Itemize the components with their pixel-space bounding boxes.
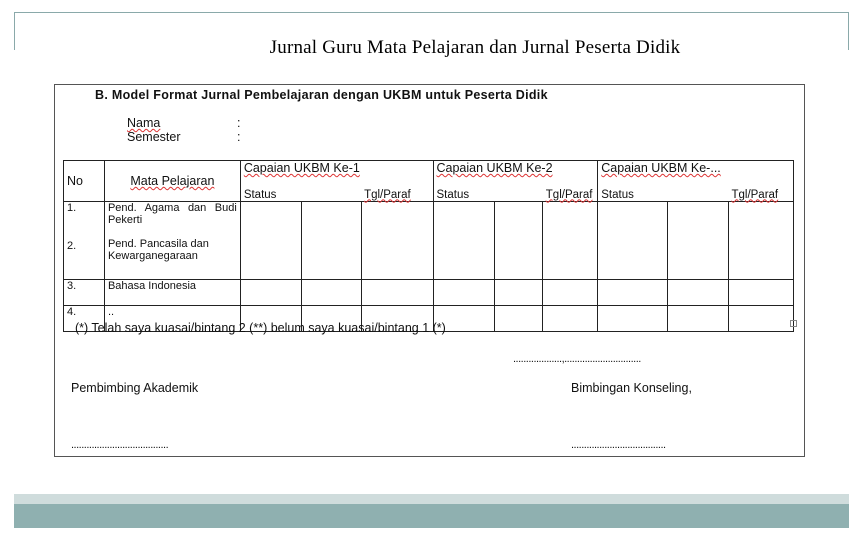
header-no: No [64,161,105,202]
signature-line-right: ..................................... [571,439,666,451]
signer-left: Pembimbing Akademik [71,381,199,395]
subheader-status-2: Status [433,189,543,202]
field-nama-label: Nama [127,116,161,130]
subheader-paraf-2: Tgl/Paraf [543,189,598,202]
table-row [64,279,794,305]
row-1-no: 1. [67,201,77,214]
row-3-no: 3. [64,279,105,305]
subheader-status-1: Status [240,189,361,202]
journal-document [54,84,805,457]
field-semester-colon: : [237,130,241,144]
signature-line-left: ...................................... [71,439,169,451]
legend-note: (*) Telah saya kuasai/bintang 2 (**) belum saya kuasai/bintang 1 (*) [75,321,446,335]
row-3-subject: Bahasa Indonesia [104,279,240,305]
header-ukbm-1: Capaian UKBM Ke-1 [240,161,433,189]
row-2-no: 2. [67,239,77,252]
section-heading: B. Model Format Jurnal Pembelajaran dengan UKBM untuk Peserta Didik [95,88,548,102]
table-header-row [64,161,794,189]
footer-band-dark [14,504,849,528]
field-semester-label: Semester [127,130,181,144]
field-nama-colon: : [237,116,241,130]
footer-band-light [14,494,849,504]
row-no [64,201,105,279]
journal-table [63,160,794,332]
header-ukbm-3: Capaian UKBM Ke-... [598,161,794,189]
header-subject: Mata Pelajaran [104,161,240,202]
row-1-subject: Pend. Agama dan Budi Pekerti [107,201,237,226]
row-4-subject: .. [104,305,240,331]
resize-handle-icon[interactable] [790,320,797,327]
header-ukbm-2: Capaian UKBM Ke-2 [433,161,598,189]
slide-frame-top [14,12,849,13]
subheader-paraf-1: Tgl/Paraf [361,189,433,202]
row-4-no: 4. [64,305,105,331]
slide-title: Jurnal Guru Mata Pelajaran dan Jurnal Peserta Didik [269,37,681,58]
table-row [64,201,794,279]
subheader-status-3: Status [598,189,729,202]
row-subject [104,201,240,279]
signer-right: Bimbingan Konseling, [571,381,692,395]
date-place-line: ...................,.............................. [513,353,641,365]
subheader-paraf-3: Tgl/Paraf [728,189,793,202]
row-2-subject: Pend. Pancasila dan Kewarganegaraan [107,237,209,262]
